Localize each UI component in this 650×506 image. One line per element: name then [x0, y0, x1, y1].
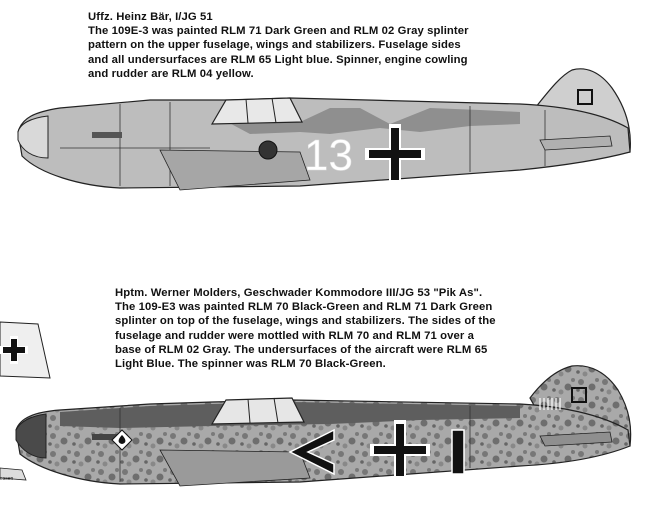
aircraft-profile-2: [16, 366, 631, 486]
unit-emblem: [259, 141, 277, 159]
stub-label: essen: [0, 476, 14, 482]
caption-line: The 109E-3 was painted RLM 71 Dark Green and RLM 02 Gray splinter: [88, 25, 469, 38]
caption-line: The 109-E3 was painted RLM 70 Black-Green and RLM 71 Dark Green: [115, 301, 493, 314]
fuselage-number: 13: [304, 131, 353, 180]
caption-line: pattern on the upper fuselage, wings and stabilizers. Fuselage sides: [88, 39, 461, 52]
caption-line: fuselage and rudder were mottled with RLM 70 and RLM 71 over a: [115, 329, 474, 342]
caption-line: and all undersurfaces are RLM 65 Light blue. Spinner, engine cowling: [88, 53, 468, 66]
caption-line: splinter on top of the fuselage, wings and stabilizers. The sides of the: [115, 315, 496, 328]
caption-line: and rudder are RLM 04 yellow.: [88, 67, 254, 80]
caption-line: Light Blue. The spinner was RLM 70 Black-Green.: [115, 358, 386, 371]
wing-stub-view: [0, 322, 50, 378]
aircraft-profile-1: [18, 69, 630, 190]
canopy: [212, 98, 302, 124]
canopy: [212, 398, 304, 424]
caption-line: base of RLM 02 Gray. The undersurfaces of the aircraft were RLM 65: [115, 343, 488, 356]
gruppe-bar: [452, 430, 464, 474]
caption-line: Hptm. Werner Molders, Geschwader Kommodore III/JG 53 "Pik As".: [115, 287, 483, 299]
caption-line: Uffz. Heinz Bär, I/JG 51: [88, 11, 213, 23]
